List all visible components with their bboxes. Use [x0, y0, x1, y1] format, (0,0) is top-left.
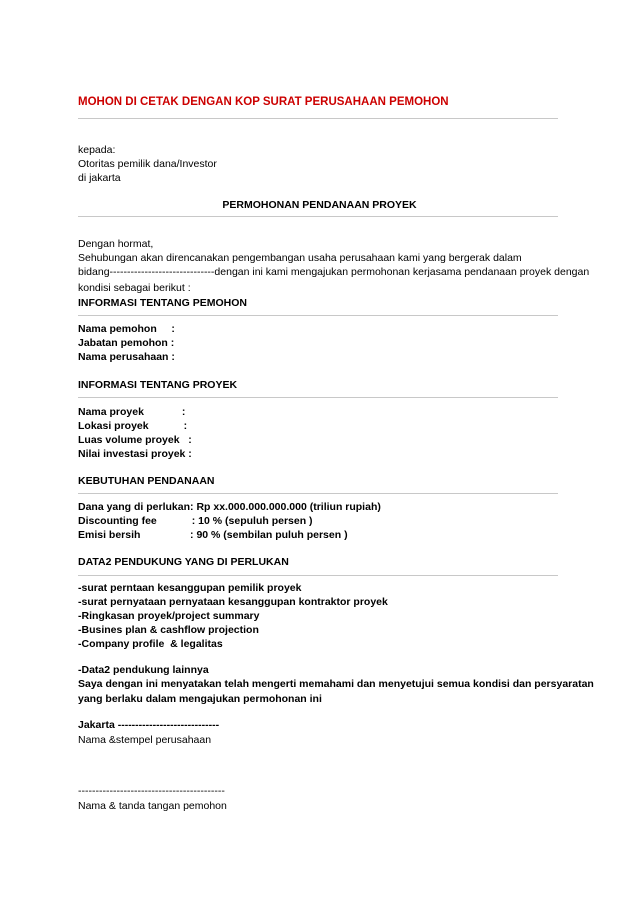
document-item: -surat perntaan kesanggupan pemilik proyek	[78, 582, 302, 594]
statement-line: yang berlaku dalam mengajukan permohonan ini	[78, 693, 322, 705]
signature-line: ------------------------------------------	[78, 785, 225, 797]
recipient-name: Otoritas pemilik dana/Investor	[78, 158, 217, 170]
document-item: -Ringkasan proyek/project summary	[78, 610, 260, 622]
recipient-location: di jakarta	[78, 172, 121, 184]
applicant-field: Nama perusahaan :	[78, 351, 175, 363]
statement-line: Saya dengan ini menyatakan telah mengerti memahami dan menyetujui semua kondisi dan persyaratan	[78, 678, 594, 690]
opening-line: bidang------------------------------dengan ini kami mengajukan permohonan kerjasama pendanaan proyek dengan	[78, 266, 590, 278]
place-date-line: Jakarta -----------------------------	[78, 719, 220, 731]
recipient-label: kepada:	[78, 144, 116, 156]
project-field: Nama proyek :	[78, 406, 186, 418]
salutation: Dengan hormat,	[78, 238, 154, 250]
applicant-field: Jabatan pemohon :	[78, 337, 175, 349]
section-heading-applicant: INFORMASI TENTANG PEMOHON	[78, 297, 247, 309]
section-heading-project: INFORMASI TENTANG PROYEK	[78, 379, 238, 391]
divider	[78, 315, 558, 316]
document-item: -Company profile & legalitas	[78, 638, 223, 650]
divider	[78, 118, 558, 119]
document-item: -surat pernyataan pernyataan kesanggupan kontraktor proyek	[78, 596, 388, 608]
funding-field: Discounting fee : 10 % (sepuluh persen )	[78, 515, 313, 527]
letter-subject: PERMOHONAN PENDANAAN PROYEK	[222, 199, 417, 211]
opening-line: kondisi sebagai berikut :	[78, 282, 191, 294]
opening-line: Sehubungan akan direncanakan pengembangan usaha perusahaan kami yang bergerak dalam	[78, 252, 522, 264]
divider	[78, 575, 558, 576]
document-item-other: -Data2 pendukung lainnya	[78, 664, 209, 676]
company-stamp-label: Nama &stempel perusahaan	[78, 734, 212, 746]
signature-label: Nama & tanda tangan pemohon	[78, 800, 227, 812]
print-notice: MOHON DI CETAK DENGAN KOP SURAT PERUSAHAAN PEMOHON	[78, 96, 449, 108]
divider	[78, 493, 558, 494]
project-field: Lokasi proyek :	[78, 420, 188, 432]
section-heading-funding: KEBUTUHAN PENDANAAN	[78, 475, 215, 487]
project-field: Luas volume proyek :	[78, 434, 192, 446]
divider	[78, 216, 558, 217]
section-heading-documents: DATA2 PENDUKUNG YANG DI PERLUKAN	[78, 556, 289, 568]
divider	[78, 397, 558, 398]
project-field: Nilai investasi proyek :	[78, 448, 192, 460]
applicant-field: Nama pemohon :	[78, 323, 175, 335]
funding-field: Dana yang di perlukan: Rp xx.000.000.000.000 (triliun rupiah)	[78, 501, 381, 513]
document-item: -Busines plan & cashflow projection	[78, 624, 259, 636]
funding-field: Emisi bersih : 90 % (sembilan puluh persen )	[78, 529, 348, 541]
